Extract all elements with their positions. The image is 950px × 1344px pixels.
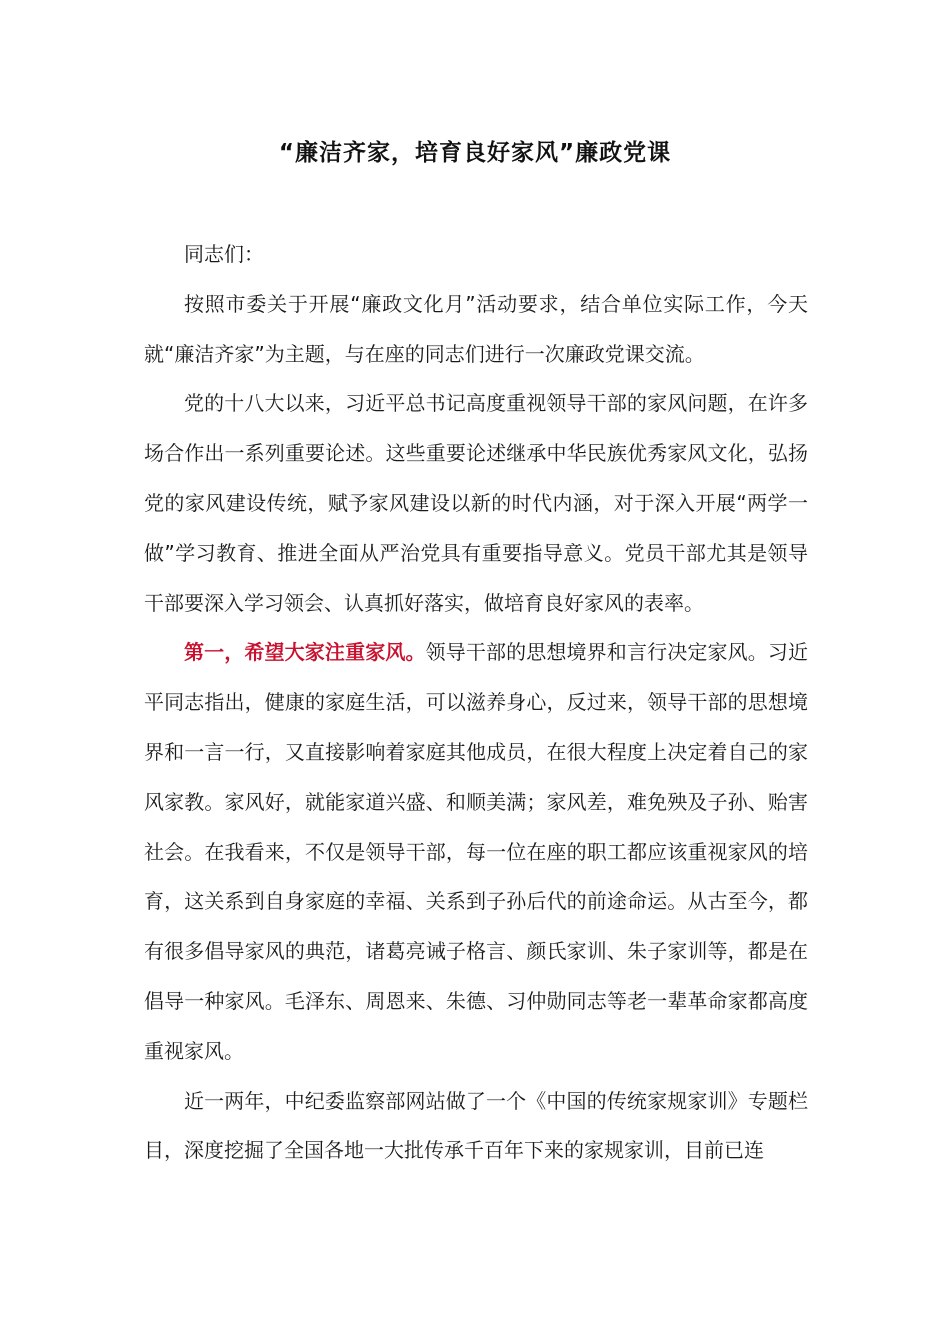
paragraph-text: 领导干部的思想境界和言行决定家风。习近平同志指出，健康的家庭生活，可以滋养身心，反过来，领导干部的思想境界和一言一行，又直接影响着家庭其他成员，在很大程度上决定着自己的家风家教。家风好，就能家道兴盛、和顺美满；家风差，难免殃及子孙、贻害社会。在我看来，不仅是领导干部，每一位在座的职工都应该重视家风的培育，这关系到自身家庭的幸福、关系到子孙后代的前途命运。从古至今，都有很多倡导家风的典范，诸葛亮诫子格言、颜氏家训、朱子家训等，都是在倡导一种家风。毛泽东、周恩来、朱德、习仲勋同志等老一辈革命家都高度重视家风。: [144, 640, 809, 1063]
paragraph-text: 近一两年，中纪委监察部网站做了一个《中国的传统家规家训》专题栏目，深度挖掘了全国各地一大批传承千百年下来的家规家训，目前已连: [144, 1088, 808, 1163]
paragraph-text: 按照市委关于开展“廉政文化月”活动要求，结合单位实际工作，今天就“廉洁齐家”为主题，与在座的同志们进行一次廉政党课交流。: [144, 291, 808, 366]
paragraph-intro: [144, 280, 808, 380]
salutation: 同志们：: [184, 242, 264, 266]
point-heading: 第一，希望大家注重家风。: [184, 640, 426, 665]
paragraph-website-column: [144, 1077, 808, 1177]
paragraph-text: 党的十八大以来，习近平总书记高度重视领导干部的家风问题，在许多场合作出一系列重要论述。这些重要论述继承中华民族优秀家风文化，弘扬党的家风建设传统，赋予家风建设以新的时代内涵，对于深入开展“两学一做”学习教育、推进全面从严治党具有重要指导意义。党员干部尤其是领导干部要深入学习领会、认真抓好落实，做培育良好家风的表率。: [144, 391, 808, 615]
paragraph-point-one: [144, 628, 808, 1076]
document-title: “廉洁齐家，培育良好家风”廉政党课: [278, 140, 672, 166]
document-body: [144, 230, 808, 1176]
paragraph-background: [144, 379, 808, 628]
